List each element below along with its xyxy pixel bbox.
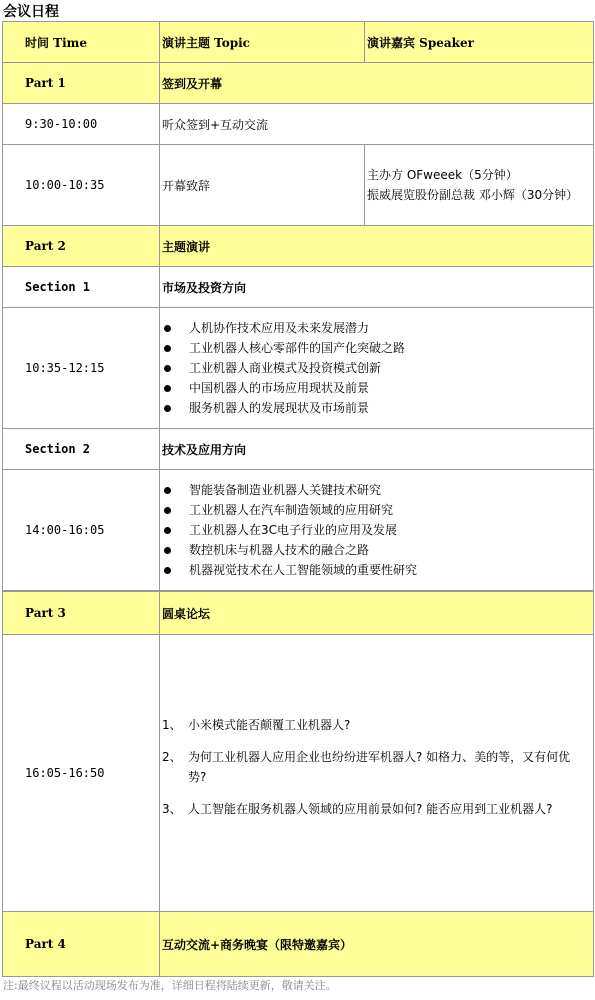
agenda-table: [2, 21, 593, 977]
bullet-icon: [164, 547, 171, 554]
section2-time: 14:00-16:05: [3, 470, 160, 591]
bullet-icon: [164, 365, 171, 372]
part4-label: Part 4: [3, 912, 160, 977]
part4-title: 互动交流+商务晚宴（限特邀嘉宾）: [160, 912, 594, 977]
part1-title: 签到及开幕: [160, 63, 594, 104]
list-item: 工业机器人在汽车制造领域的应用研究: [164, 500, 593, 520]
bullet-icon: [164, 345, 171, 352]
section2-label: Section 2: [3, 429, 160, 470]
list-item: 2、 为何工业机器人应用企业也纷纷进军机器人? 如格力、美的等，又有何优势?: [162, 750, 571, 784]
list-item: 3、 人工智能在服务机器人领域的应用前景如何? 能否应用到工业机器人?: [162, 802, 553, 816]
section2-content-row: [3, 470, 594, 591]
section1-title: 市场及投资方向: [160, 267, 594, 308]
opening-speaker-line1: 主办方 OFweeek（5分钟）: [367, 168, 518, 182]
part2-title: 主题演讲: [160, 226, 594, 267]
list-item: 中国机器人的市场应用现状及前景: [164, 378, 593, 398]
part2-row: [3, 226, 594, 267]
section1-list: [162, 318, 593, 418]
opening-topic: 开幕致辞: [160, 145, 365, 226]
header-row: [3, 22, 594, 63]
part3-title: 圆桌论坛: [160, 592, 594, 635]
section1-row: [3, 267, 594, 308]
header-time: 时间 Time: [3, 22, 160, 63]
page-title: 会议日程: [3, 4, 59, 20]
footnote: 注:最终议程以活动现场发布为准，详细日程将陆续更新，敬请关注。: [3, 979, 337, 992]
bullet-icon: [164, 507, 171, 514]
section1-time: 10:35-12:15: [3, 308, 160, 429]
part1-row: [3, 63, 594, 104]
list-item: 数控机床与机器人技术的融合之路: [164, 540, 593, 560]
section2-row: [3, 429, 594, 470]
header-topic: 演讲主题 Topic: [160, 22, 365, 63]
list-item: 工业机器人在3C电子行业的应用及发展: [164, 520, 593, 540]
list-item: 1、 小米模式能否颠覆工业机器人?: [162, 718, 351, 732]
part3-content-row: [3, 635, 594, 912]
bullet-icon: [164, 405, 171, 412]
opening-time: 10:00-10:35: [3, 145, 160, 226]
bullet-icon: [164, 567, 171, 574]
opening-speaker: [365, 145, 594, 226]
list-item: 工业机器人商业模式及投资模式创新: [164, 358, 593, 378]
list-item: 智能装备制造业机器人关键技术研究: [164, 480, 593, 500]
part1-label: Part 1: [3, 63, 160, 104]
opening-speaker-line2: 振威展览股份副总裁 邓小辉（30分钟）: [367, 188, 579, 202]
bullet-icon: [164, 527, 171, 534]
agenda-table-main: [2, 21, 594, 591]
part3-questions: [162, 715, 593, 819]
opening-row: [3, 145, 594, 226]
part2-label: Part 2: [3, 226, 160, 267]
section1-list-cell: [160, 308, 594, 429]
section1-label: Section 1: [3, 267, 160, 308]
checkin-row: [3, 104, 594, 145]
section2-list-cell: [160, 470, 594, 591]
bullet-icon: [164, 487, 171, 494]
bullet-icon: [164, 325, 171, 332]
section1-content-row: [3, 308, 594, 429]
bullet-icon: [164, 385, 171, 392]
part3-questions-cell: [160, 635, 594, 912]
checkin-topic: 听众签到+互动交流: [160, 104, 594, 145]
list-item: 工业机器人核心零部件的国产化突破之路: [164, 338, 593, 358]
agenda-table-continued: [2, 591, 594, 977]
section2-list: [162, 480, 593, 580]
part3-row: [3, 592, 594, 635]
part3-time: 16:05-16:50: [3, 635, 160, 912]
part4-row: [3, 912, 594, 977]
checkin-time: 9:30-10:00: [3, 104, 160, 145]
header-speaker: 演讲嘉宾 Speaker: [365, 22, 594, 63]
section2-title: 技术及应用方向: [160, 429, 594, 470]
list-item: 服务机器人的发展现状及市场前景: [164, 398, 593, 418]
list-item: 人机协作技术应用及未来发展潜力: [164, 318, 593, 338]
part3-label: Part 3: [3, 592, 160, 635]
list-item: 机器视觉技术在人工智能领域的重要性研究: [164, 560, 593, 580]
